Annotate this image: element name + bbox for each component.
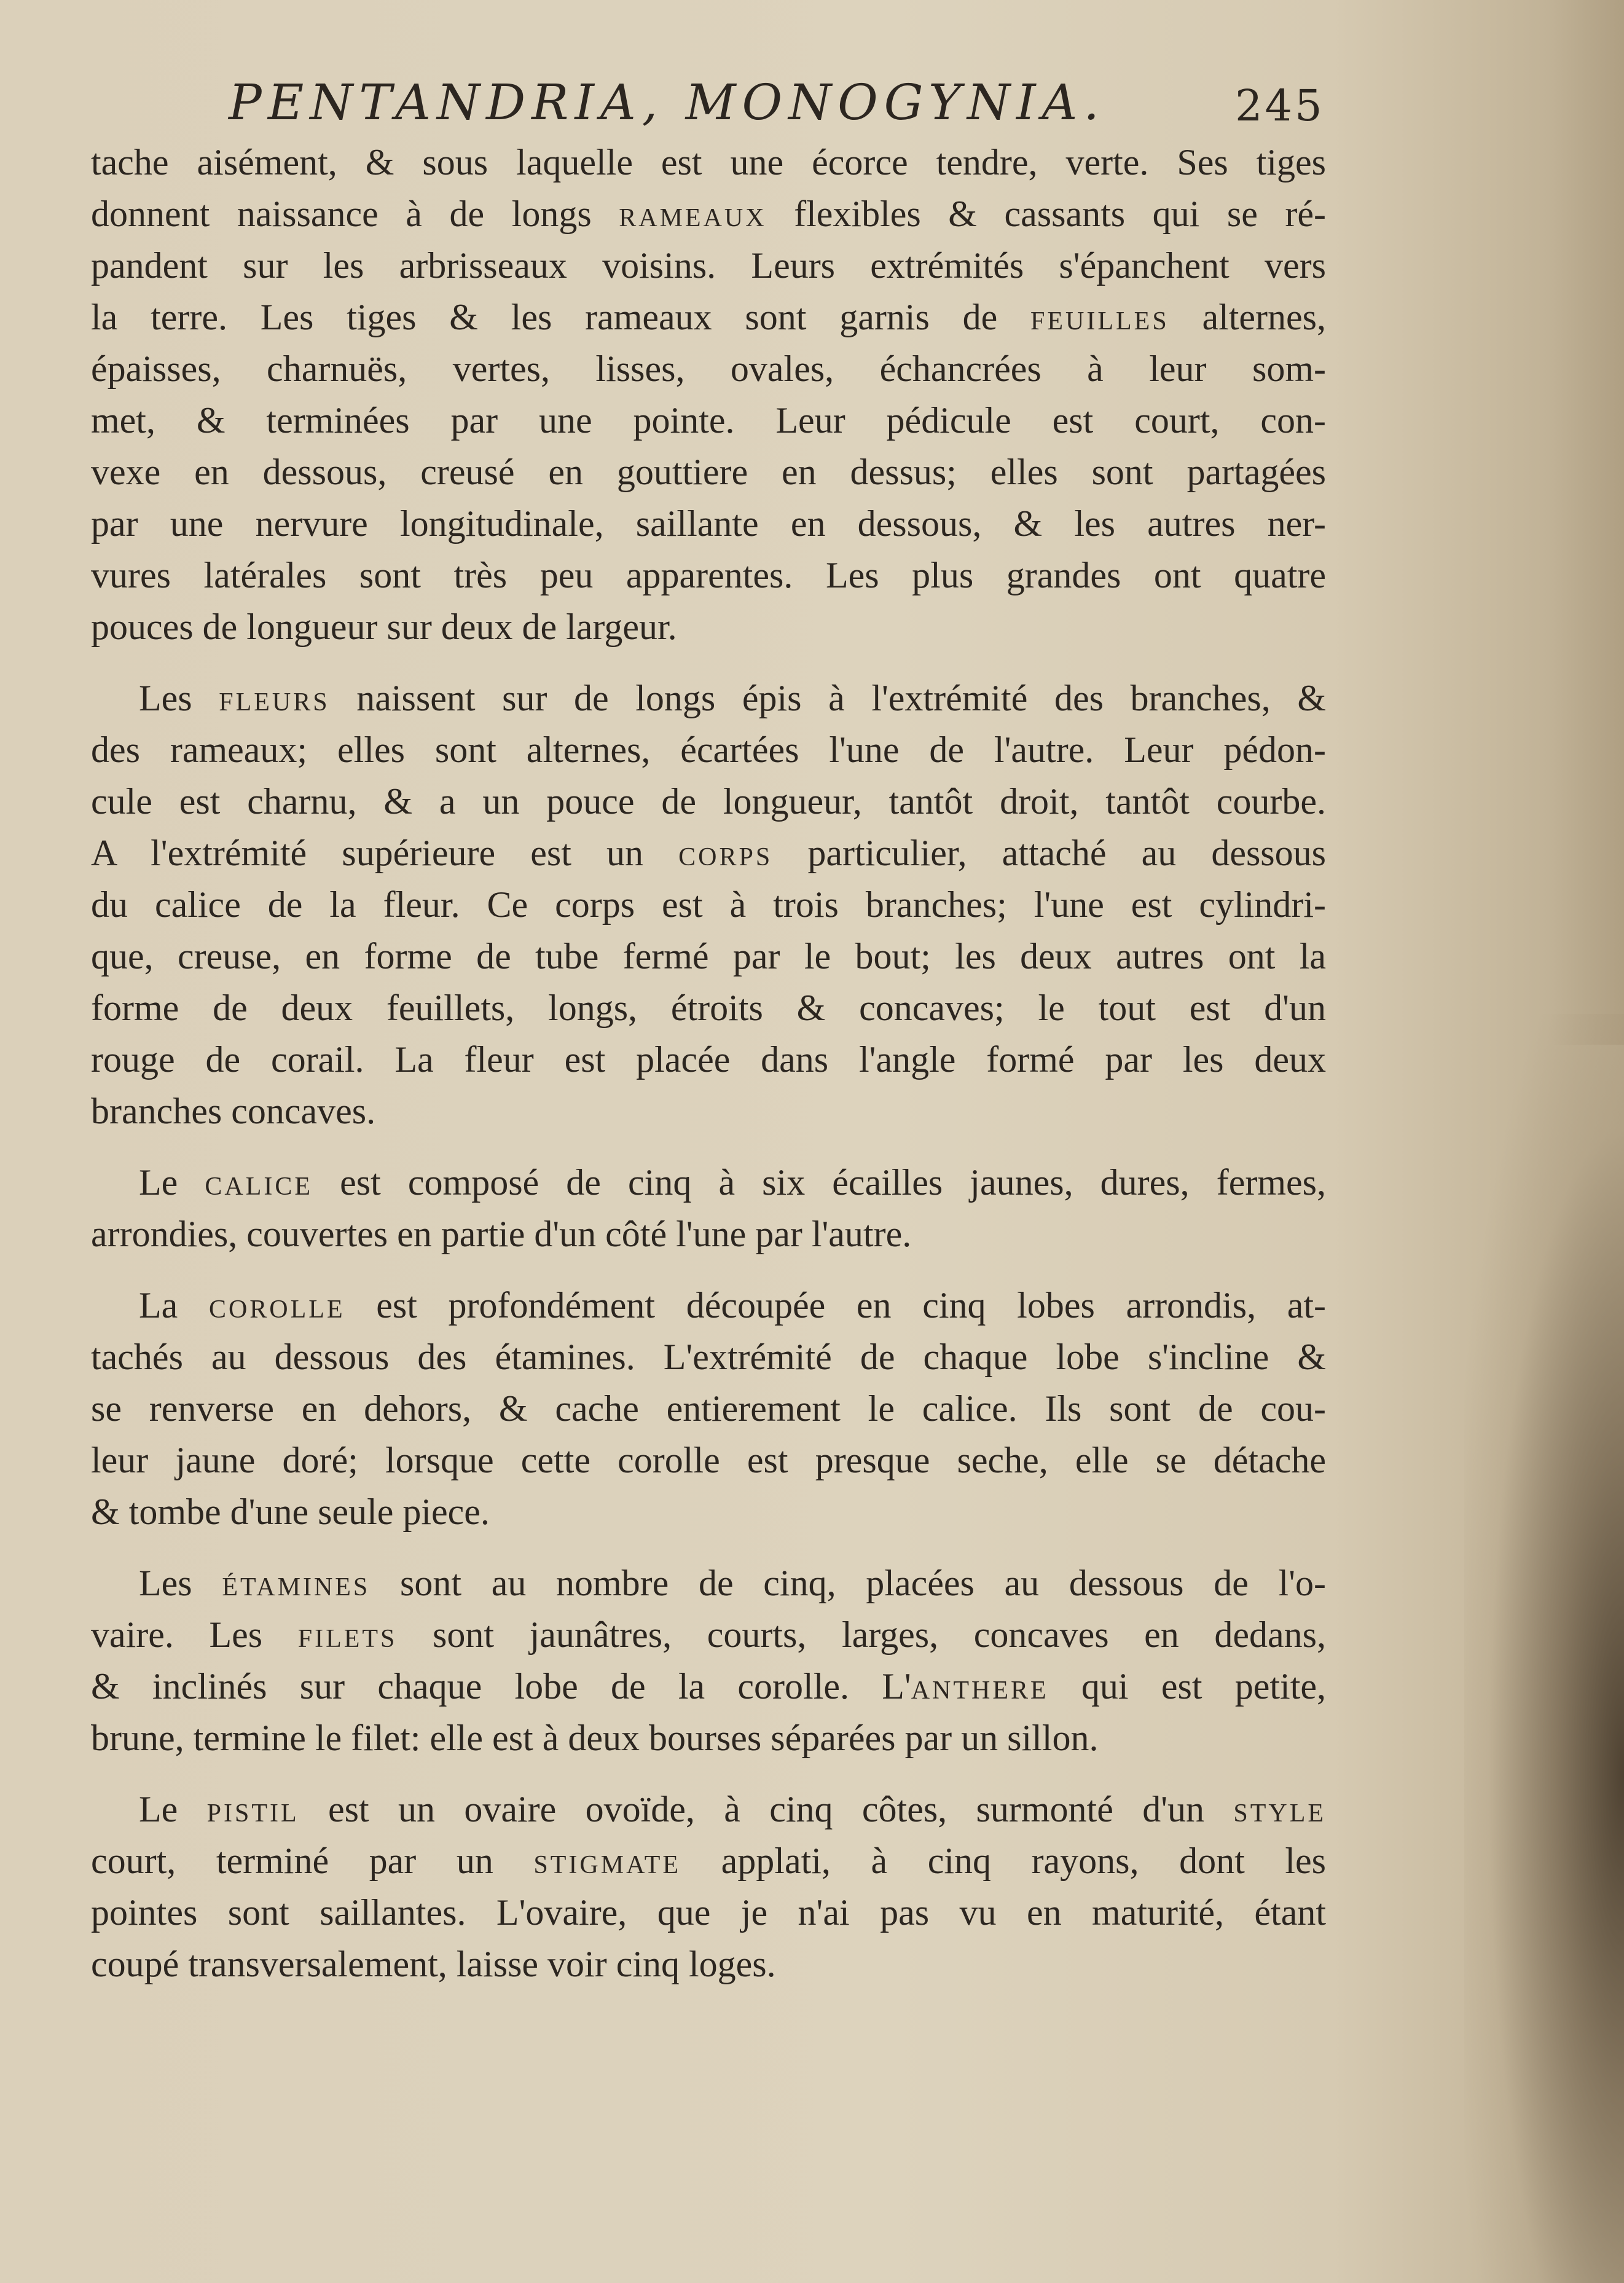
text-line: rouge de corail. La fleur est placée dans l'angle formé par les deux <box>91 1039 1326 1080</box>
text-line: pointes sont saillantes. L'ovaire, que je n'ai pas vu en maturité, étant <box>91 1892 1326 1933</box>
small-caps-term: rameaux <box>619 194 767 234</box>
text-line: Le pistil est un ovaire ovoïde, à cinq côtes, surmonté d'un style <box>139 1789 1327 1829</box>
text-line: forme de deux feuillets, longs, étroits & concaves; le tout est d'un <box>91 988 1326 1028</box>
text-line: vaire. Les filets sont jaunâtres, courts, larges, concaves en dedans, <box>91 1614 1326 1655</box>
small-caps-term: fleurs <box>219 678 330 718</box>
text-line: vexe en dessous, creusé en gouttiere en dessus; elles sont partagées <box>91 452 1326 492</box>
paragraph <box>91 1279 1326 1538</box>
small-caps-term: anthere <box>911 1666 1049 1707</box>
text-line: arrondies, couvertes en partie d'un côté l'une par l'autre. <box>91 1214 912 1254</box>
text-line: leur jaune doré; lorsque cette corolle est presque seche, elle se détache <box>91 1440 1326 1480</box>
page-number: 245 <box>1235 81 1325 131</box>
text-line: se renverse en dehors, & cache entierement le calice. Ils sont de cou- <box>91 1388 1326 1429</box>
text-line: vures latérales sont très peu apparentes. Les plus grandes ont quatre <box>91 555 1326 595</box>
text-line: Les étamines sont au nombre de cinq, placées au dessous de l'o- <box>139 1563 1326 1603</box>
small-caps-term: feuilles <box>1030 297 1169 337</box>
text-line: Le calice est composé de cinq à six écailles jaunes, dures, fermes, <box>139 1162 1326 1203</box>
text-line: branches concaves. <box>91 1091 376 1131</box>
text-line: des rameaux; elles sont alternes, écartées l'une de l'autre. Leur pédon- <box>91 729 1326 770</box>
paragraph <box>91 1783 1326 1990</box>
text-line: pandent sur les arbrisseaux voisins. Leurs extrémités s'épanchent vers <box>91 245 1326 286</box>
text-line: du calice de la fleur. Ce corps est à trois branches; l'une est cylindri- <box>91 884 1326 925</box>
finger-shadow <box>1464 1014 1624 2283</box>
small-caps-term: corolle <box>208 1285 345 1326</box>
text-line: épaisses, charnuës, vertes, lisses, ovales, échancrées à leur som- <box>91 348 1326 389</box>
paragraph <box>91 1157 1326 1260</box>
small-caps-term: corps <box>678 833 773 873</box>
text-line: & tombe d'une seule piece. <box>91 1491 490 1532</box>
running-head: PENTANDRIA, MONOGYNIA. <box>229 74 1105 131</box>
text-line: court, terminé par un stigmate applati, à cinq rayons, dont les <box>91 1841 1326 1881</box>
small-caps-term: pistil <box>206 1789 299 1829</box>
text-line: coupé transversalement, laisse voir cinq loges. <box>91 1944 776 1984</box>
paragraph <box>91 136 1326 653</box>
page-edge-shadow <box>1550 0 1624 1045</box>
text-line: brune, termine le filet: elle est à deux bourses séparées par un sillon. <box>91 1718 1099 1758</box>
paragraph <box>91 1557 1326 1764</box>
small-caps-term: calice <box>205 1162 313 1203</box>
small-caps-term: stigmate <box>533 1841 681 1881</box>
body-text <box>91 136 1326 1990</box>
text-line: par une nervure longitudinale, saillante en dessous, & les autres ner- <box>91 503 1326 544</box>
text-line: met, & terminées par une pointe. Leur pédicule est court, con- <box>91 400 1326 441</box>
text-line: donnent naissance à de longs rameaux flexibles & cassants qui se ré- <box>91 194 1327 234</box>
text-line: tache aisément, & sous laquelle est une écorce tendre, verte. Ses tiges <box>91 142 1326 183</box>
small-caps-term: étamines <box>222 1563 371 1603</box>
text-line: tachés au dessous des étamines. L'extrémité de chaque lobe s'incline & <box>91 1337 1326 1377</box>
small-caps-term: style <box>1233 1789 1327 1829</box>
text-line: cule est charnu, & a un pouce de longueur, tantôt droit, tantôt courbe. <box>91 781 1326 822</box>
text-line: & inclinés sur chaque lobe de la corolle. L'anthere qui est petite, <box>91 1666 1326 1707</box>
text-line: A l'extrémité supérieure est un corps particulier, attaché au dessous <box>91 833 1326 873</box>
paragraph <box>91 672 1326 1137</box>
text-line: Les fleurs naissent sur de longs épis à l'extrémité des branches, & <box>139 678 1327 718</box>
text-line: la terre. Les tiges & les rameaux sont garnis de feuilles alternes, <box>91 297 1327 337</box>
text-line: pouces de longueur sur deux de largeur. <box>91 607 677 647</box>
text-line: que, creuse, en forme de tube fermé par le bout; les deux autres ont la <box>91 936 1326 976</box>
small-caps-term: filets <box>297 1614 398 1655</box>
text-line: La corolle est profondément découpée en cinq lobes arrondis, at- <box>139 1285 1326 1326</box>
